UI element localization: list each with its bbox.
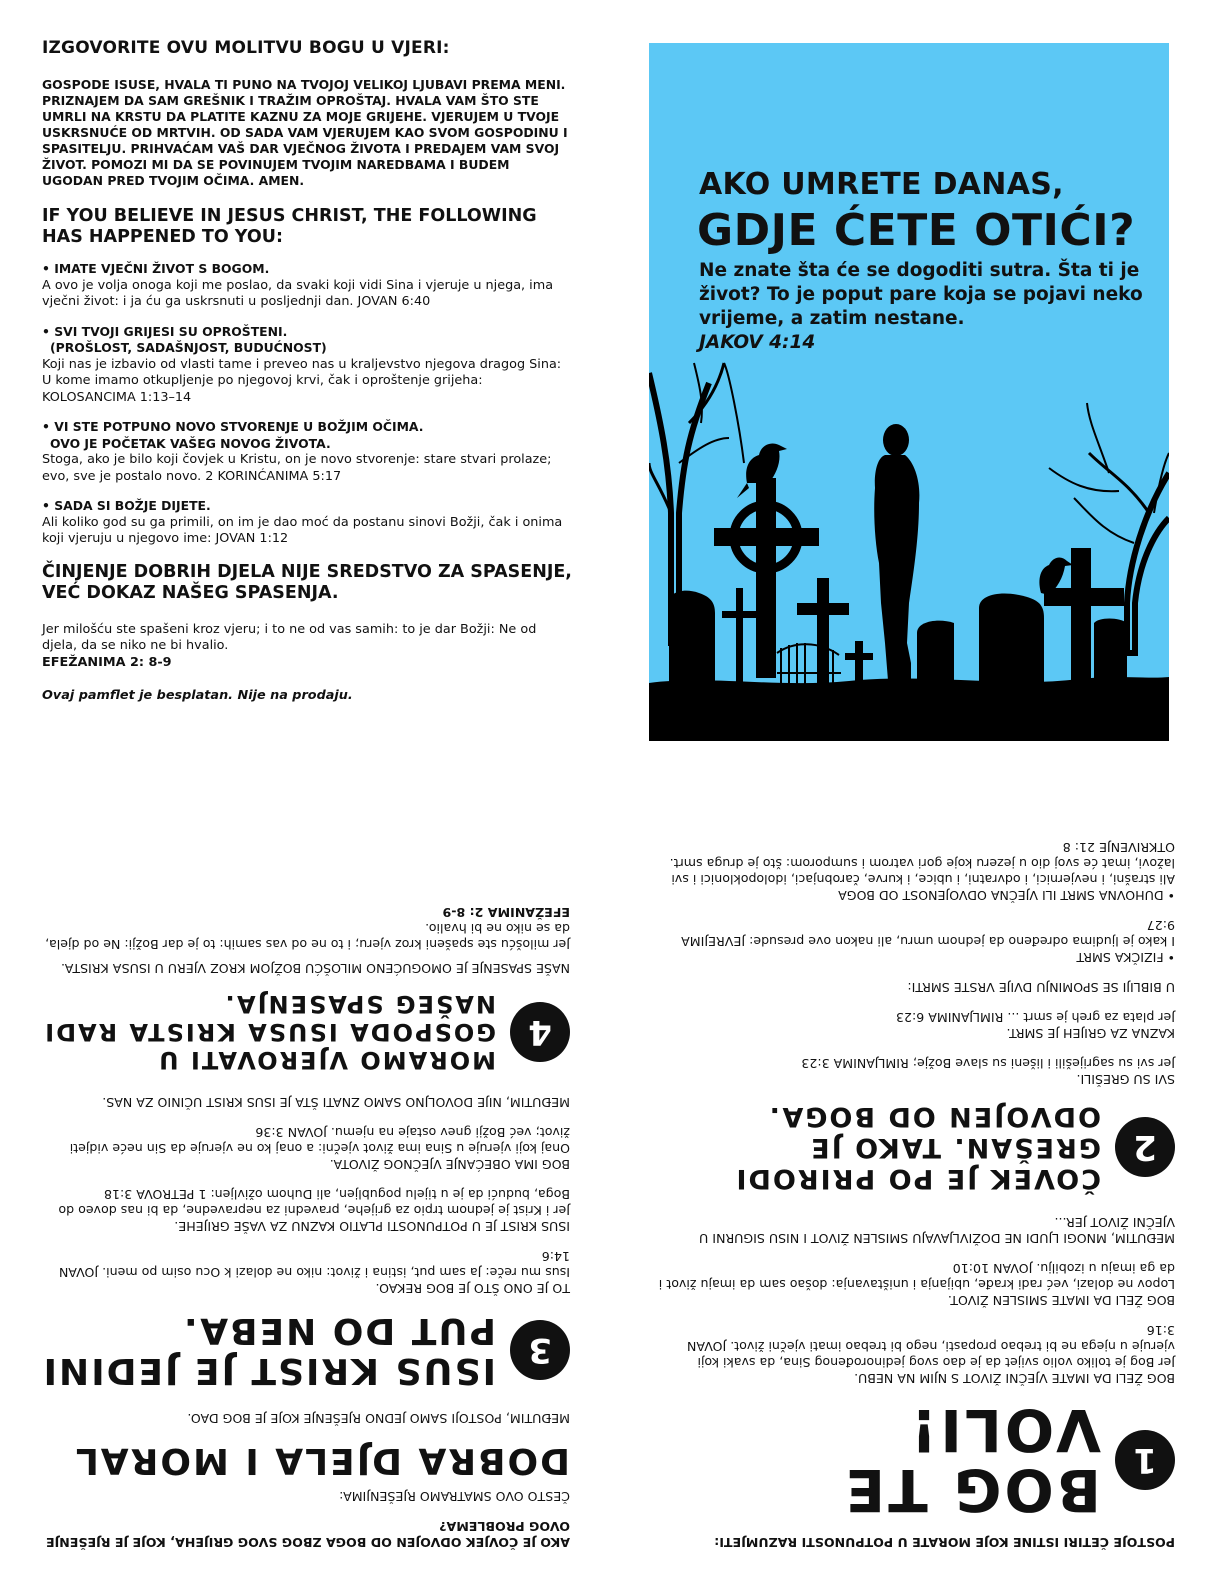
truth1-however: MEĐUTIM, MNOGI LJUDI NE DOŽIVLJAVAJU SMISLEN ŽIVOT I NISU SIGURNI U VJEČNI ŽIVOT JER... bbox=[699, 1215, 1175, 1246]
believe-item-title: • SADA SI BOŽJE DIJETE. bbox=[42, 498, 211, 513]
prayer-text: GOSPODE ISUSE, HVALA TI PUNO NA TVOJOJ VELIKOJ LJUBAVI PREMA MENI. PRIZNAJEM DA SAM GREŠNIK I TRAŽIM OPROŠTAJ. HVALA VAM ŠTO STE UMRLI NA KRSTU DA PLATITE KAZNU ZA MOJE GRIJEHE. VJERUJEM U TVOJE USKRSNUĆE OD MRTVIH. OD SADA VAM VJERUJEM KAO SVOM GOSPODINU I SPASITELJU. PRIHVAĆAM VAŠ DAR VJEČNOG ŽIVOTA I PREDAJEM VAM SVOJ ŽIVOT. POMOZI MI DA SE POVINUJEM TVOJIM NAREDBAMA I BUDEM UGODAN PRED TVOJIM OČIMA. AMEN. bbox=[42, 77, 568, 188]
believe-item bbox=[42, 498, 572, 548]
believe-item bbox=[42, 419, 572, 485]
works-verse bbox=[42, 622, 572, 672]
truth4-number-badge: 4 bbox=[510, 1002, 570, 1062]
believe-item-title: • IMATE VJEČNI ŽIVOT S BOGOM. bbox=[42, 261, 270, 276]
truth4-verse: Jer milošću ste spašeni kroz vjeru; i to ne od vas samih: to je dar Božji: Ne od djela, da se niko ne bi hvalio. bbox=[45, 921, 570, 952]
truth1-meaning-label: BOG ŽELI DA IMATE SMISLEN ŽIVOT. bbox=[947, 1293, 1175, 1308]
truth2-physical-label: • FIZIČKA SMRT bbox=[1076, 950, 1175, 965]
truth3-paid-label: ISUS KRIST JE U POTPUNOSTI PLATIO KAZNU ZA VAŠE GRIJEHE. bbox=[174, 1219, 570, 1234]
truth3-intro: AKO JE ČOVJEK ODVOJEN OD BOGA ZBOG SVOG GRIJEHA, KOJE JE RJEŠENJE OVOG PROBLEMA? bbox=[45, 1519, 570, 1550]
truth3-promise-verse: Onaj koji vjeruje u Sina ima život vječni: a onaj ko ne vjeruje da Sin neće vidjeti život; već Božji gnev ostaje na njemu. JOVAN 3:36 bbox=[69, 1125, 570, 1156]
believe-item bbox=[42, 261, 572, 311]
truth2-title: ČOVEK JE PO PRIRODI GREŠAN. TAKO JE ODVOJEN OD BOGA. bbox=[734, 1101, 1101, 1194]
cover-verse-ref: JAKOV 4:14 bbox=[699, 332, 816, 353]
believe-item-text: Ali koliko god su ga primili, on im je dao moć da postanu sinovi Božji, čak i onima koji vjeruju u njegovo ime: JOVAN 1:12 bbox=[42, 514, 563, 546]
truth1-heaven-label: BOG ŽELI DA IMATE VJEČNI ŽIVOT S NJIM NA NEBU. bbox=[854, 1371, 1175, 1386]
truth4-header bbox=[40, 990, 570, 1074]
truth2-penalty-label: KAZNA ZA GRIJEH JE SMRT. bbox=[1006, 1026, 1175, 1041]
truth3-but: MEĐUTIM, POSTOJI SAMO JEDNO RJEŠENJE KOJE JE BOG DAO. bbox=[187, 1411, 570, 1426]
truth1-intro: POSTOJE ČETIRI ISTINE KOJE MORATE U POTPUNOSTI RAZUMJETI: bbox=[714, 1535, 1175, 1550]
graveyard-illustration bbox=[649, 43, 1169, 741]
believe-item-text: Koji nas je izbavio od vlasti tame i preveo nas u kraljevstvo njegova dragog Sina: U kome imamo otkupljenje po njegovoj krvi, čak i oproštenje grijeha: KOLOSANCIMA 1:13–14 bbox=[42, 356, 562, 405]
believe-item bbox=[42, 324, 572, 407]
cover-verse bbox=[699, 259, 1149, 355]
cover-panel bbox=[649, 43, 1169, 741]
prayer-panel bbox=[42, 38, 572, 703]
truth3-solutions-title: DOBRA DJELA I MORAL bbox=[73, 1440, 570, 1481]
works-verse-ref: EFEŽANIMA 2: 8-9 bbox=[42, 654, 172, 670]
believe-item-subtitle: (PROŠLOST, SADAŠNJOST, BUDUĆNOST) bbox=[50, 340, 327, 355]
works-heading: ČINJENJE DOBRIH DJELA NIJE SREDSTVO ZA SPASENJE, VEĆ DOKAZ NAŠEG SPASENJA. bbox=[42, 561, 572, 603]
truth1-heaven-verse: Jer Bog je toliko volio svijet da je dao svog jedinorođenog Sina, da svaki koji vjeruje u njega ne bi trebao propasti, nego bi trebao imati vječni život. JOVAN 3:16 bbox=[686, 1323, 1175, 1370]
believe-item-text: A ovo je volja onoga koji me poslao, da svaki koji vidi Sina i vjeruje u njega, ima vječni život: i ja ću ga uskrsnuti u posljednji dan. JOVAN 6:40 bbox=[42, 277, 554, 309]
prayer-heading: IZGOVORITE OVU MOLITVU BOGU U VJERI: bbox=[42, 38, 450, 58]
truths-1-2-panel bbox=[655, 805, 1175, 1550]
believe-item-text: Stoga, ako je bilo koji čovjek u Kristu, on je novo stvorenje: stare stvari prolaze; evo, sve je postalo novo. 2 KORINĆANIMA 5:17 bbox=[42, 452, 552, 484]
truth1-number-badge: 1 bbox=[1115, 1430, 1175, 1490]
truth2-number-badge: 2 bbox=[1115, 1118, 1175, 1178]
truth2-spiritual-verse: Ali strašni, i nevjernici, i odvratni, i ubice, i kurve, čarobnjaci, idolopoklonici i svi lažovi, imat će svoj dio u jezeru koje gori vatrom i sumporom: što je druga smrt. OTKRIVENJE 21: 8 bbox=[669, 840, 1175, 887]
truth3-header bbox=[40, 1310, 570, 1390]
truth4-however: MEĐUTIM, NIJE DOVOLJNO SAMO ZNATI ŠTA JE ISUS KRIST UČINIO ZA NAS. bbox=[102, 1095, 570, 1110]
truth4-title: MORAMO VJEROVATI U GOSPODA ISUSA KRISTA RADI NAŠEG SPASENJA. bbox=[43, 990, 496, 1074]
believe-heading: IF YOU BELIEVE IN JESUS CHRIST, THE FOLLOWING HAS HAPPENED TO YOU: bbox=[42, 206, 537, 247]
believe-item-subtitle: OVO JE POČETAK VAŠEG NOVOG ŽIVOTA. bbox=[50, 435, 331, 451]
works-verse-text: Jer milošću ste spašeni kroz vjeru; i to ne od vas samih: to je dar Božji: Ne od djela, da se niko ne bi hvalio. bbox=[42, 621, 537, 653]
truth2-header bbox=[655, 1101, 1175, 1194]
truth3-title: ISUS KRIST JE JEDINI PUT DO NEBA. bbox=[41, 1310, 496, 1391]
cover-title-line-1: AKO UMRETE DANAS, bbox=[699, 167, 1064, 202]
truth2-sinned-label: SVI SU GREŠILI. bbox=[1076, 1072, 1175, 1087]
truth4-grace-label: NAŠE SPASENJE JE OMOGUĆENO MILOŠĆU BOŽJOM KROZ VJERU U ISUSA KRISTA. bbox=[60, 961, 570, 976]
truth1-meaning-verse: Lopov ne dolazi, već radi krađe, ubijanja i uništavanja: došao sam da imaju život i da ga imaju u izobilju. JOVAN 10:10 bbox=[658, 1261, 1175, 1292]
truths-3-4-panel bbox=[40, 810, 570, 1550]
truth2-types-label: U BIBLIJI SE SPOMINJU DVIJE VRSTE SMRTI: bbox=[907, 980, 1175, 995]
truth2-penalty-verse: Jer plata za greh je smrt ... RIMLJANIMA 6:23 bbox=[895, 1010, 1175, 1025]
free-note: Ovaj pamflet je besplatan. Nije na prodaju. bbox=[42, 688, 353, 703]
truth3-solutions-label: ČESTO OVO SMATRAMO RJEŠENJIMA: bbox=[339, 1489, 570, 1504]
truth3-said-label: TO JE ONO ŠTO JE BOG REKAO. bbox=[375, 1281, 570, 1296]
truth2-physical-verse: I kako je ljudima određeno da jednom umru, ali nakon ove presude: JEVREJIMA 9:27 bbox=[681, 918, 1175, 949]
truth3-number-badge: 3 bbox=[510, 1320, 570, 1380]
believe-item-title: • SVI TVOJI GRIJESI SU OPROŠTENI. bbox=[42, 323, 288, 339]
truth2-spiritual-label: • DUHOVNA SMRT ILI VJEČNA ODVOJENOST OD BOGA bbox=[838, 888, 1175, 903]
truth3-paid-verse: Jer i Krist je jednom trpio za grijehe, pravedni za nepravedne, da bi nas doveo do Boga, budući da je u tijelu pogubljen, ali Duhom oživljen: 1 PETROVA 3:18 bbox=[58, 1187, 570, 1218]
truth1-title: BOG TE VOLI! bbox=[842, 1396, 1101, 1524]
truth1-header bbox=[655, 1396, 1175, 1524]
truth2-sinned-verse: Jer svi su sagriješili i lišeni su slave Božje; RIMLJANIMA 3:23 bbox=[801, 1056, 1175, 1071]
truth3-said-verse: Isus mu reče: Ja sam put, istina i život: niko ne dolazi k Ocu osim po meni. JOVAN 14:6 bbox=[58, 1249, 570, 1280]
cover-title-line-2: GDJE ĆETE OTIĆI? bbox=[697, 205, 1136, 256]
truth3-promise-label: BOG IMA OBEĆANJE VJEČNOG ŽIVOTA. bbox=[329, 1157, 570, 1172]
cover-verse-text: Ne znate šta će se dogoditi sutra. Šta ti je život? To je poput pare koja se pojavi neko vrijeme, a zatim nestane. bbox=[699, 260, 1143, 329]
truth4-ref: EFEŽANIMA 2: 8-9 bbox=[442, 905, 570, 920]
believe-item-title: • VI STE POTPUNO NOVO STVORENJE U BOŽJIM OČIMA. bbox=[42, 419, 424, 434]
